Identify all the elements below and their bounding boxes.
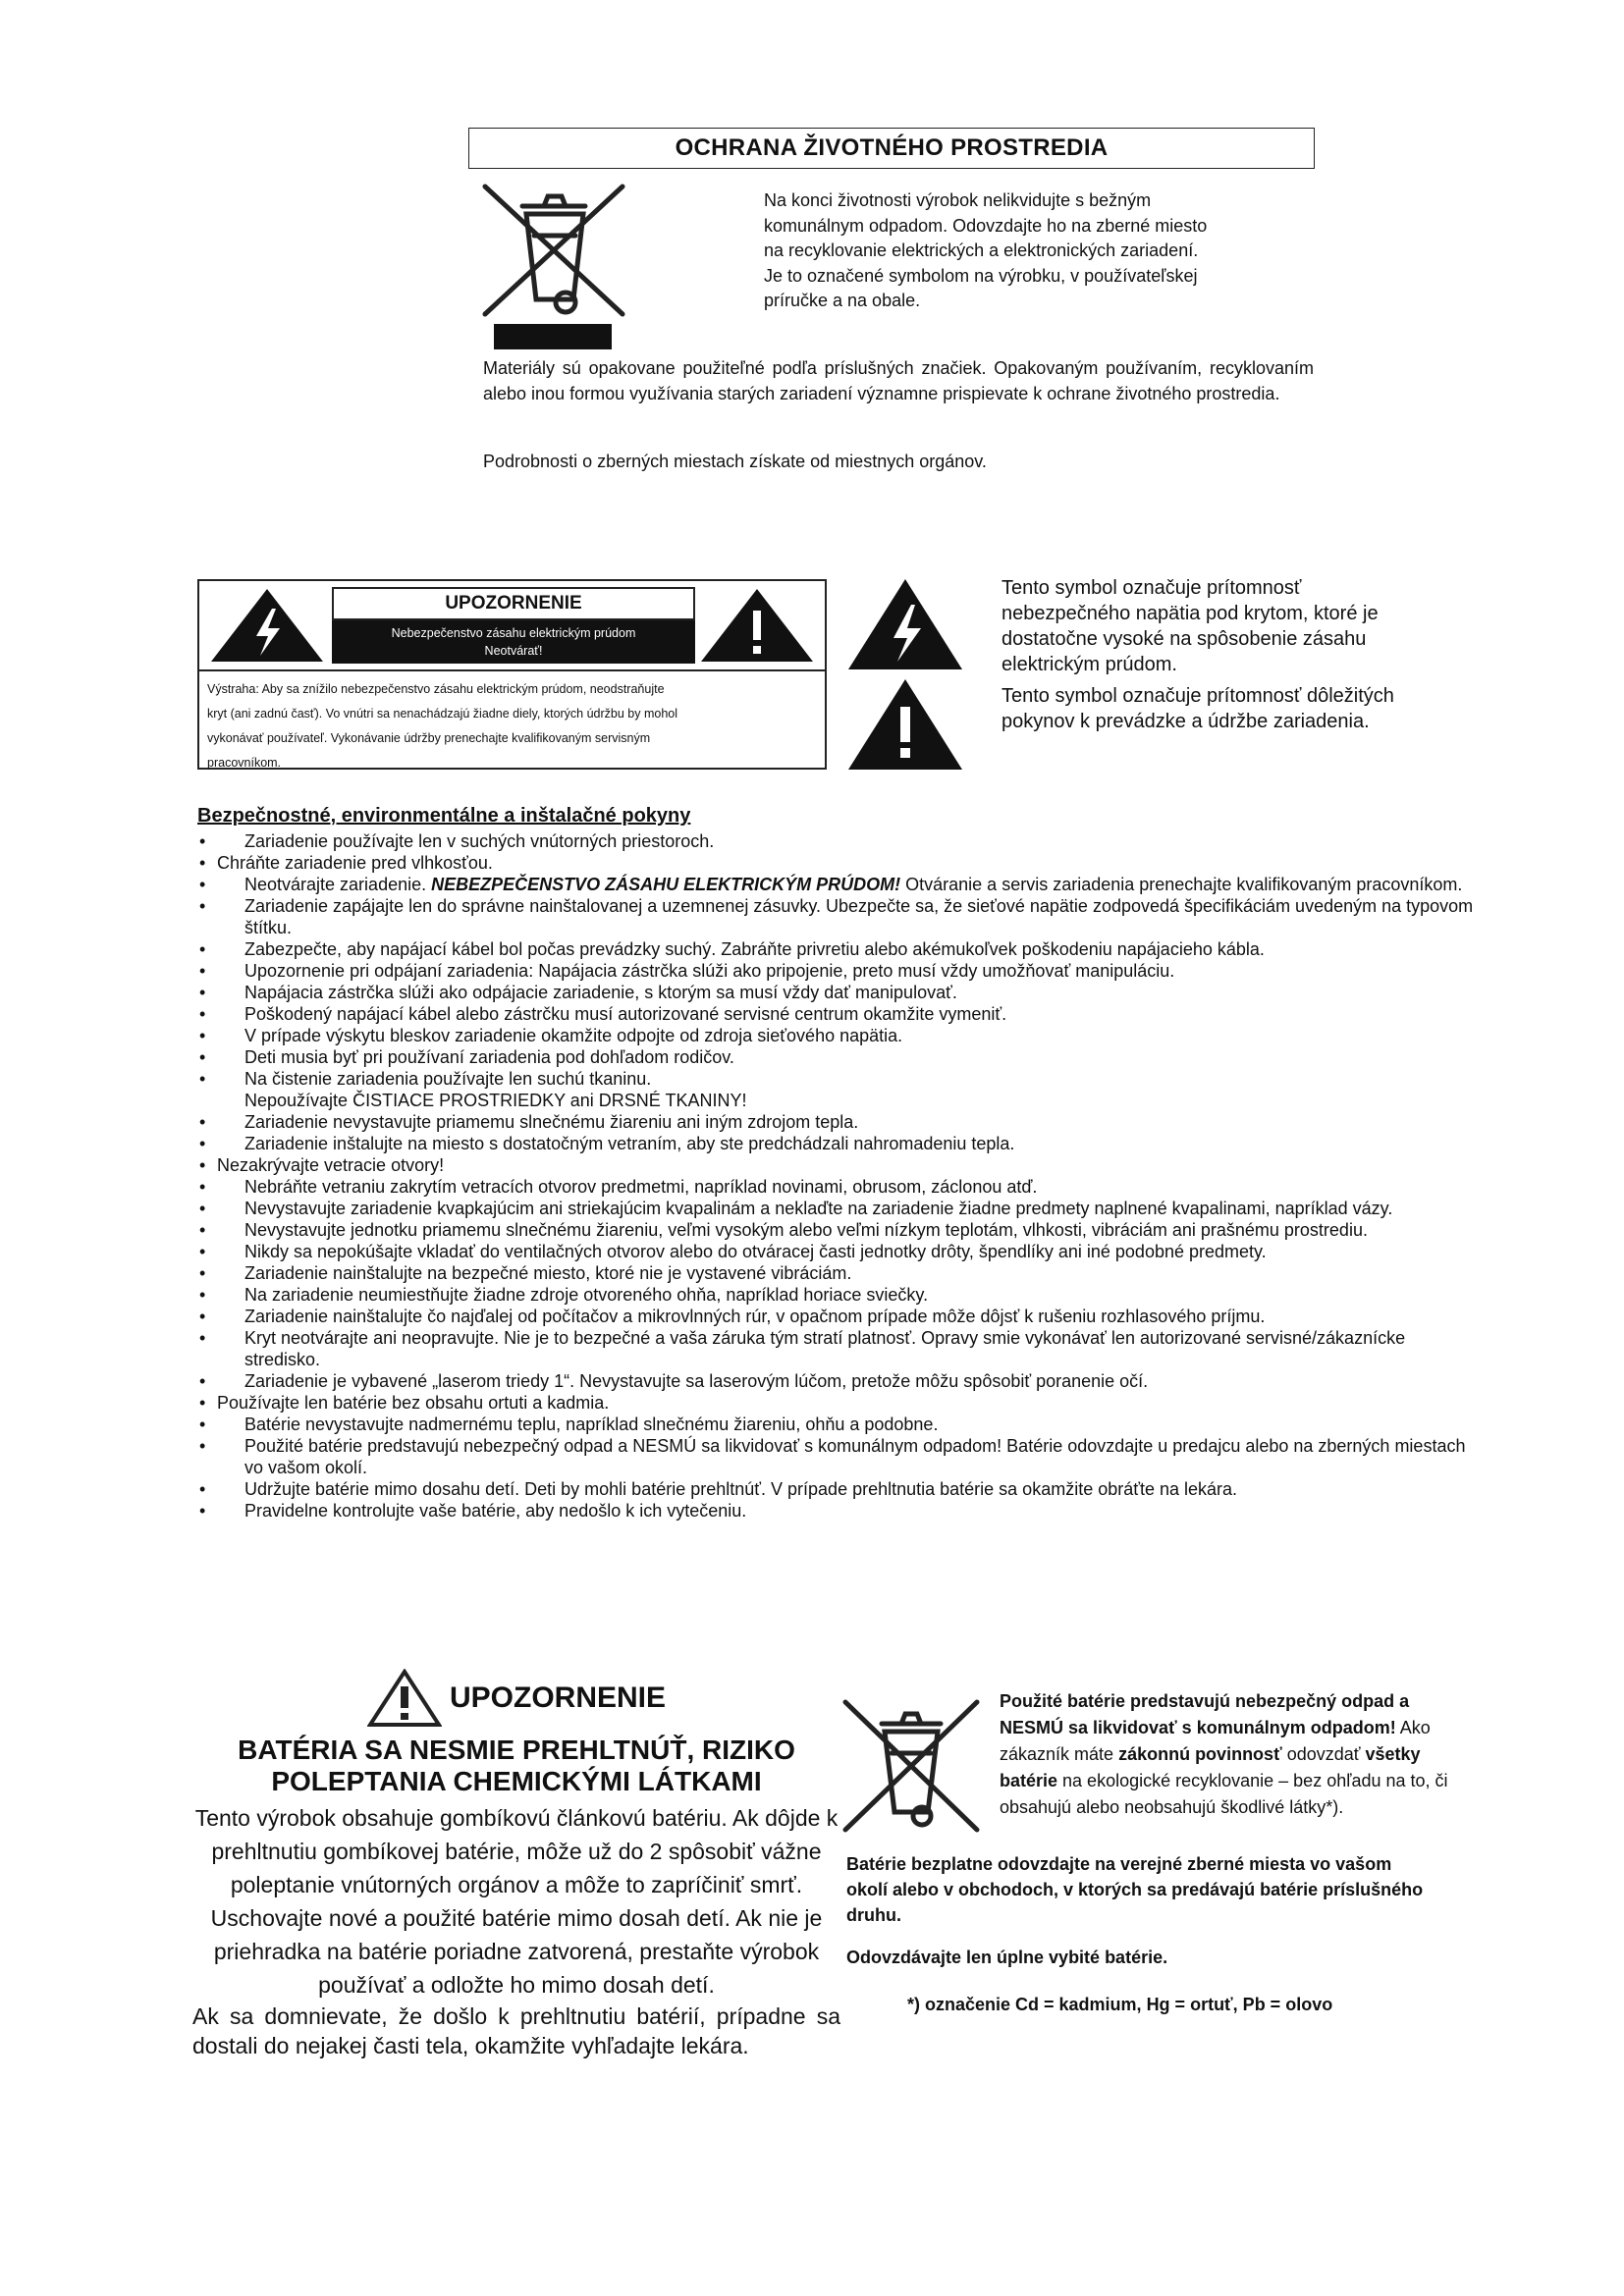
safety-item-text: Zariadenie nainštalujte na bezpečné miesto, ktoré nie je vystavené vibráciám.: [244, 1263, 852, 1283]
battery-disposal-text: [1000, 1688, 1461, 1821]
battery-disposal-text-part: na ekologické recyklovanie – bez ohľadu na to, či obsahujú alebo neobsahujú škodlivé látky*).: [1000, 1771, 1448, 1817]
safety-item: [197, 1327, 1474, 1370]
safety-item: [197, 1003, 1474, 1025]
safety-item-text: Chráňte zariadenie pred vlhkosťou.: [217, 853, 493, 873]
safety-item: [197, 1090, 1474, 1111]
safety-item-text: Nepoužívajte ČISTIACE PROSTRIEDKY ani DRSNÉ TKANINY!: [244, 1091, 747, 1110]
warning-divider: [199, 669, 825, 671]
battery-disposal-text-part: odovzdať: [1281, 1744, 1366, 1764]
safety-item: [197, 1111, 1474, 1133]
safety-item: [197, 1478, 1474, 1500]
safety-item: [197, 1176, 1474, 1198]
environment-intro-line: príručke a na obale.: [764, 291, 921, 310]
collection-details: Podrobnosti o zberných miestach získate od miestnych orgánov.: [483, 452, 987, 471]
safety-item: [197, 1241, 1474, 1262]
battery-warning-title: UPOZORNENIE: [449, 1682, 667, 1714]
safety-item: [197, 1284, 1474, 1306]
safety-item: [197, 1154, 1474, 1176]
battery-disposal-text-part: Ako zákazník máte: [1000, 1718, 1431, 1764]
safety-item: [197, 830, 1474, 852]
high-voltage-icon: [209, 587, 325, 664]
battery-warning: [192, 1669, 840, 2060]
safety-item-text: Zariadenie je vybavené „laserom triedy 1“. Nevystavujte sa laserovým lúčom, pretože môžu spôsobiť poranenie očí.: [244, 1371, 1149, 1391]
battery-disposal-bold: všetky batérie: [1000, 1744, 1421, 1790]
safety-list: [197, 830, 1474, 1522]
environment-intro: [764, 188, 1314, 314]
environment-title-box: [468, 128, 1315, 169]
bin-underline-bar: [494, 324, 612, 349]
battery-free-collection: Batérie bezplatne odovzdajte na verejné zberné miesta vo vašom okolí alebo v obchodoch, v ktorých sa predávajú batérie príslušného druhu.: [846, 1854, 1424, 1925]
safety-item: [197, 1414, 1474, 1435]
safety-item-text: Zabezpečte, aby napájací kábel bol počas prevádzky suchý. Zabráňte privretiu alebo akémukoľvek poškodeniu napájacieho kábla.: [244, 939, 1265, 959]
safety-item: [197, 1262, 1474, 1284]
safety-item-text: Nevystavujte jednotku priamemu slnečnému žiareniu, veľmi vysokým alebo veľmi nízkym teplotám, vlhkosti, vibráciám ani prašnému prostrediu.: [244, 1220, 1368, 1240]
shock-warning-label: [197, 579, 827, 770]
battery-paragraph: Tento výrobok obsahuje gombíkovú článkovú batériu. Ak dôjde k prehltnutiu gombíkovej batérie, môže už do 2 spôsobiť vážne poleptanie vnútorných orgánov a môže to zapríčiniť smrť.: [194, 1805, 839, 1897]
safety-item: [197, 852, 1474, 874]
battery-headline: [192, 1735, 840, 1797]
warning-subtitle: [332, 620, 695, 664]
safety-item-text: Zariadenie inštalujte na miesto s dostatočným vetraním, aby ste predchádzali nahromadeniu tepla.: [244, 1134, 1015, 1153]
safety-item: [197, 938, 1474, 960]
battery-paragraph: Uschovajte nové a použité batérie mimo dosah detí. Ak nie je priehradka na batérie poriadne zatvorená, prestaňte výrobok používať a odložte ho mimo dosah detí.: [210, 1905, 823, 1998]
safety-item: [197, 960, 1474, 982]
crossed-bin-icon: [838, 1692, 985, 1840]
safety-item: [197, 1046, 1474, 1068]
battery-headline-line1: BATÉRIA SA NESMIE PREHLTNÚŤ, RIZIKO: [238, 1735, 795, 1765]
safety-item-text: Neotvárajte zariadenie.: [244, 875, 432, 894]
battery-only-empty: Odovzdávajte len úplne vybité batérie.: [846, 1948, 1168, 1967]
safety-item: [197, 1500, 1474, 1522]
warning-body: [207, 677, 796, 775]
safety-item-text: Použité batérie predstavujú nebezpečný odpad a NESMÚ sa likvidovať s komunálnym odpadom! Batérie odovzdajte u predajcu alebo na zberných miestach vo vašom okolí.: [244, 1436, 1466, 1477]
safety-item-text: Zariadenie používajte len v suchých vnútorných priestoroch.: [244, 831, 715, 851]
safety-item-text: Batérie nevystavujte nadmernému teplu, napríklad slnečnému žiareniu, ohňu a podobne.: [244, 1415, 939, 1434]
safety-item: [197, 1025, 1474, 1046]
safety-item: [197, 895, 1474, 938]
safety-item-text: Nebráňte vetraniu zakrytím vetracích otvorov predmetmi, napríklad novinami, obrusom, záclonou atď.: [244, 1177, 1038, 1197]
safety-item-text: Na zariadenie neumiestňujte žiadne zdroje otvoreného ohňa, napríklad horiace sviečky.: [244, 1285, 929, 1305]
safety-item-text: Zariadenie nainštalujte čo najďalej od počítačov a mikrovlnných rúr, v opačnom prípade môže dôjsť k rušeniu rozhlasového príjmu.: [244, 1307, 1266, 1326]
battery-disposal-bold: Použité batérie predstavujú nebezpečný odpad a NESMÚ sa likvidovať s komunálnym odpadom!: [1000, 1691, 1410, 1737]
warning-subtitle-line1: Nebezpečenstvo zásahu elektrickým prúdom: [391, 626, 636, 640]
battery-paragraph: Ak sa domnievate, že došlo k prehltnutiu batérií, prípadne sa dostali do nejakej časti tela, okamžite vyhľadajte lekára.: [192, 2003, 840, 2058]
safety-item-text: Napájacia zástrčka slúži ako odpájacie zariadenie, s ktorým sa musí vždy dať manipulovať.: [244, 983, 957, 1002]
safety-item-emphasis: NEBEZPEČENSTVO ZÁSAHU ELEKTRICKÝM PRÚDOM!: [431, 875, 901, 894]
safety-item-text: Kryt neotvárajte ani neopravujte. Nie je to bezpečné a vaša záruka tým stratí platnosť. Opravy smie vykonávať len autorizované servisné/zákaznícke stredisko.: [244, 1328, 1406, 1369]
safety-item-text: Deti musia byť pri používaní zariadenia pod dohľadom rodičov.: [244, 1047, 734, 1067]
warning-line: kryt (ani zadnú časť). Vo vnútri sa nenachádzajú žiadne diely, ktorých údržbu by mohol: [207, 707, 678, 721]
safety-item-text: Otváranie a servis zariadenia prenechajte kvalifikovaným pracovníkom.: [900, 875, 1463, 894]
warning-title: UPOZORNENIE: [332, 587, 695, 620]
high-voltage-icon: [846, 577, 964, 671]
exclamation-icon: [699, 587, 815, 664]
warning-triangle-icon: [367, 1669, 442, 1728]
safety-title: Bezpečnostné, environmentálne a inštalačné pokyny: [197, 805, 691, 827]
safety-item-text: Používajte len batérie bez obsahu ortuti a kadmia.: [217, 1393, 610, 1413]
safety-item: [197, 874, 1474, 895]
safety-item: [197, 1306, 1474, 1327]
exclamation-icon: [846, 677, 964, 772]
environment-intro-line: komunálnym odpadom. Odovzdajte ho na zberné miesto: [764, 215, 1208, 236]
safety-item: [197, 1198, 1474, 1219]
environment-title: OCHRANA ŽIVOTNÉHO PROSTREDIA: [675, 134, 1109, 161]
safety-item-text: Nevystavujte zariadenie kvapkajúcim ani striekajúcim kvapalinám a neklaďte na zariadenie žiadne predmety naplnené kvapalinami, napríklad vázy.: [244, 1199, 1393, 1218]
safety-item-text: Udržujte batérie mimo dosahu detí. Deti by mohli batérie prehltnúť. V prípade prehltnutia batérie sa okamžite obráťte na lekára.: [244, 1479, 1238, 1499]
voltage-symbol-text: Tento symbol označuje prítomnosť nebezpečného napätia pod krytom, ktoré je dostatočne vysoké na spôsobenie zásahu elektrickým prúdom.: [1001, 577, 1379, 675]
battery-headline-line2: POLEPTANIA CHEMICKÝMI LÁTKAMI: [271, 1766, 762, 1796]
safety-item: [197, 1370, 1474, 1392]
warning-subtitle-line2: Neotvárať!: [484, 644, 543, 658]
battery-warning-header: [367, 1669, 666, 1728]
warning-line: pracovníkom.: [207, 756, 282, 770]
environment-intro-line: Je to označené symbolom na výrobku, v používateľskej: [764, 265, 1198, 286]
environment-intro-line: na recyklovanie elektrických a elektronických zariadení.: [764, 240, 1199, 260]
safety-item-text: Nikdy sa nepokúšajte vkladať do ventilačných otvorov alebo do otváracej časti jednotky drôty, špendlíky ani iné podobné predmety.: [244, 1242, 1267, 1261]
warning-header: [332, 587, 695, 664]
battery-disposal-bold: zákonnú povinnosť: [1118, 1744, 1282, 1764]
materials-paragraph: Materiály sú opakovane použiteľné podľa príslušných značiek. Opakovaným používaním, recyklovaním alebo inou formou využívania starých zariadení významne prispievate k ochrane životného prostredia.: [483, 358, 1314, 403]
safety-item: [197, 1435, 1474, 1478]
safety-item: [197, 1068, 1474, 1090]
safety-item: [197, 1133, 1474, 1154]
crossed-bin-icon: [475, 177, 632, 324]
safety-item-text: Zariadenie zapájajte len do správne nainštalovanej a uzemnenej zásuvky. Ubezpečte sa, že sieťové napätie zodpovedá špecifikáciám uvedeným na typovom štítku.: [244, 896, 1474, 937]
environment-intro-line: Na konci životnosti výrobok nelikvidujte s bežným: [764, 190, 1152, 210]
safety-item: [197, 1219, 1474, 1241]
warning-line: Výstraha: Aby sa znížilo nebezpečenstvo zásahu elektrickým prúdom, neodstraňujte: [207, 682, 665, 696]
symbol-explanations: [1001, 575, 1434, 740]
safety-item-text: Pravidelne kontrolujte vaše batérie, aby nedošlo k ich vytečeniu.: [244, 1501, 747, 1521]
safety-item-text: Upozornenie pri odpájaní zariadenia: Napájacia zástrčka slúži ako pripojenie, preto musí vždy umožňovať manipuláciu.: [244, 961, 1175, 981]
battery-footnote: *) označenie Cd = kadmium, Hg = ortuť, Pb = olovo: [907, 1995, 1333, 2014]
important-symbol-text: Tento symbol označuje prítomnosť dôležitých pokynov k prevádzke a údržbe zariadenia.: [1001, 685, 1394, 732]
safety-item-text: V prípade výskytu bleskov zariadenie okamžite odpojte od zdroja sieťového napätia.: [244, 1026, 903, 1045]
safety-item-text: Zariadenie nevystavujte priamemu slnečnému žiareniu ani iným zdrojom tepla.: [244, 1112, 859, 1132]
safety-item: [197, 982, 1474, 1003]
safety-item-text: Nezakrývajte vetracie otvory!: [217, 1155, 445, 1175]
safety-item: [197, 1392, 1474, 1414]
warning-line: vykonávať používateľ. Vykonávanie údržby prenechajte kvalifikovaným servisným: [207, 731, 651, 745]
safety-item-text: Na čistenie zariadenia používajte len suchú tkaninu.: [244, 1069, 652, 1089]
safety-item-text: Poškodený napájací kábel alebo zástrčku musí autorizované servisné centrum okamžite vymeniť.: [244, 1004, 1007, 1024]
